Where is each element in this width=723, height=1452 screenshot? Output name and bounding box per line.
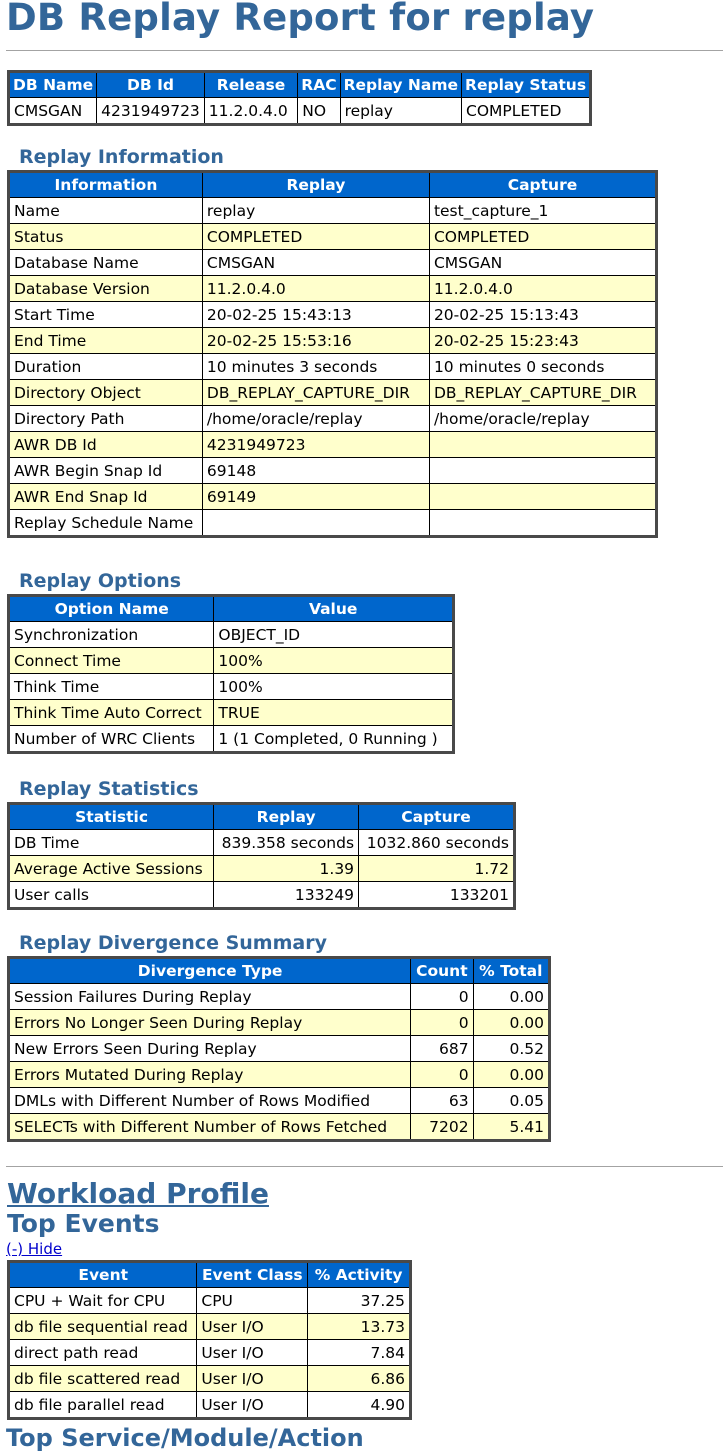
table-cell: 11.2.0.4.0 [202, 276, 429, 302]
table-row [9, 98, 591, 125]
column-header: Capture [359, 804, 515, 830]
column-header: Divergence Type [9, 958, 411, 984]
table-cell: User calls [9, 882, 214, 909]
replay-information-table [7, 170, 658, 538]
replay-options-heading: Replay Options [19, 570, 182, 592]
table-cell: Replay Schedule Name [9, 510, 203, 537]
table-cell: New Errors Seen During Replay [9, 1036, 411, 1062]
table-row [9, 984, 550, 1010]
table-cell: End Time [9, 328, 203, 354]
table-cell: SELECTs with Different Number of Rows Fetched [9, 1114, 411, 1141]
table-cell: NO [298, 98, 340, 125]
table-row [9, 250, 657, 276]
table-cell: User I/O [197, 1340, 308, 1366]
table-row [9, 1114, 550, 1141]
table-cell: 10 minutes 0 seconds [429, 354, 656, 380]
table-cell: 687 [411, 1036, 473, 1062]
column-header: % Activity [308, 1262, 411, 1288]
hide-toggle-link[interactable]: (-) Hide [6, 1240, 63, 1258]
table-cell: 0.05 [473, 1088, 549, 1114]
column-header: Replay [202, 172, 429, 198]
table-cell: 1.39 [214, 856, 359, 882]
column-header: Information [9, 172, 203, 198]
table-cell: 69148 [202, 458, 429, 484]
column-header: Event Class [197, 1262, 308, 1288]
column-header: DB Id [97, 72, 205, 98]
table-cell: /home/oracle/replay [202, 406, 429, 432]
table-cell: Think Time Auto Correct [9, 700, 214, 726]
table-cell: Think Time [9, 674, 214, 700]
table-row [9, 648, 454, 674]
column-header: Release [204, 72, 297, 98]
table-cell: DMLs with Different Number of Rows Modified [9, 1088, 411, 1114]
table-cell: 20-02-25 15:53:16 [202, 328, 429, 354]
table-row [9, 1366, 411, 1392]
table-cell: 11.2.0.4.0 [204, 98, 297, 125]
column-header: % Total [473, 958, 549, 984]
table-cell: db file scattered read [9, 1366, 197, 1392]
table-cell: 7202 [411, 1114, 473, 1141]
table-row [9, 276, 657, 302]
column-header: Replay [214, 804, 359, 830]
table-cell: 0 [411, 1010, 473, 1036]
table-row [9, 406, 657, 432]
table-row [9, 830, 515, 856]
column-header: DB Name [9, 72, 97, 98]
table-cell: Start Time [9, 302, 203, 328]
table-row [9, 302, 657, 328]
table-cell: 0 [411, 1062, 473, 1088]
table-cell: 100% [214, 674, 454, 700]
table-cell: 839.358 seconds [214, 830, 359, 856]
column-header: Value [214, 596, 454, 622]
table-cell: DB_REPLAY_CAPTURE_DIR [202, 380, 429, 406]
table-cell: CPU + Wait for CPU [9, 1288, 197, 1314]
column-header: RAC [298, 72, 340, 98]
table-cell: COMPLETED [202, 224, 429, 250]
table-cell: User I/O [197, 1314, 308, 1340]
table-cell: 1.72 [359, 856, 515, 882]
table-cell: CMSGAN [9, 98, 97, 125]
table-cell: db file sequential read [9, 1314, 197, 1340]
table-row [9, 1288, 411, 1314]
table-cell: 13.73 [308, 1314, 411, 1340]
divergence-summary-table [7, 956, 551, 1142]
table-cell: TRUE [214, 700, 454, 726]
page-title: DB Replay Report for replay [6, 0, 595, 39]
table-cell: 6.86 [308, 1366, 411, 1392]
table-row [9, 674, 454, 700]
table-cell: OBJECT_ID [214, 622, 454, 648]
table-cell: Number of WRC Clients [9, 726, 214, 753]
replay-statistics-heading: Replay Statistics [19, 778, 199, 800]
column-header: Statistic [9, 804, 214, 830]
table-row [9, 726, 454, 753]
table-cell: AWR DB Id [9, 432, 203, 458]
table-cell: Name [9, 198, 203, 224]
table-cell [429, 484, 656, 510]
table-cell: DB_REPLAY_CAPTURE_DIR [429, 380, 656, 406]
table-cell: Synchronization [9, 622, 214, 648]
table-cell: 20-02-25 15:43:13 [202, 302, 429, 328]
table-cell [429, 510, 656, 537]
table-cell: Database Name [9, 250, 203, 276]
table-cell: Session Failures During Replay [9, 984, 411, 1010]
table-cell: 1 (1 Completed, 0 Running ) [214, 726, 454, 753]
table-cell: User I/O [197, 1392, 308, 1419]
table-cell: 0.00 [473, 984, 549, 1010]
table-cell [202, 510, 429, 537]
table-row [9, 1088, 550, 1114]
title-divider [6, 50, 723, 51]
table-row [9, 198, 657, 224]
table-cell: DB Time [9, 830, 214, 856]
table-cell: 4231949723 [202, 432, 429, 458]
table-row [9, 484, 657, 510]
table-cell: AWR Begin Snap Id [9, 458, 203, 484]
table-cell: Status [9, 224, 203, 250]
replay-options-header-row [9, 596, 454, 622]
table-cell [429, 458, 656, 484]
replay-statistics-table [7, 802, 516, 910]
table-row [9, 380, 657, 406]
table-row [9, 1392, 411, 1419]
table-cell: Duration [9, 354, 203, 380]
db-summary-table [7, 70, 592, 126]
column-header: Replay Name [340, 72, 461, 98]
table-cell: User I/O [197, 1366, 308, 1392]
next-section-heading-partial: Top Service/Module/Action [6, 1424, 364, 1452]
table-cell: 4231949723 [97, 98, 205, 125]
workload-profile-heading[interactable]: Workload Profile [7, 1177, 269, 1210]
column-header: Count [411, 958, 473, 984]
table-cell: 1032.860 seconds [359, 830, 515, 856]
table-cell: COMPLETED [462, 98, 591, 125]
replay-options-table [7, 594, 455, 754]
table-cell: Average Active Sessions [9, 856, 214, 882]
table-cell: 7.84 [308, 1340, 411, 1366]
table-cell: Database Version [9, 276, 203, 302]
table-cell: 5.41 [473, 1114, 549, 1141]
table-cell: 100% [214, 648, 454, 674]
table-cell: Directory Object [9, 380, 203, 406]
table-cell: 0 [411, 984, 473, 1010]
column-header: Option Name [9, 596, 214, 622]
table-cell: 37.25 [308, 1288, 411, 1314]
replay-statistics-header-row [9, 804, 515, 830]
table-row [9, 510, 657, 537]
table-cell: replay [202, 198, 429, 224]
table-cell: 20-02-25 15:23:43 [429, 328, 656, 354]
table-cell: 69149 [202, 484, 429, 510]
column-header: Capture [429, 172, 656, 198]
table-cell: 10 minutes 3 seconds [202, 354, 429, 380]
table-row [9, 1010, 550, 1036]
column-header: Replay Status [462, 72, 591, 98]
table-row [9, 1062, 550, 1088]
table-cell: direct path read [9, 1340, 197, 1366]
section-divider [6, 1166, 723, 1167]
table-row [9, 700, 454, 726]
table-row [9, 224, 657, 250]
table-row [9, 882, 515, 909]
table-cell: 133249 [214, 882, 359, 909]
table-cell: 0.52 [473, 1036, 549, 1062]
table-row [9, 432, 657, 458]
table-cell: /home/oracle/replay [429, 406, 656, 432]
db-summary-header-row [9, 72, 591, 98]
table-cell: 0.00 [473, 1010, 549, 1036]
table-cell: Errors No Longer Seen During Replay [9, 1010, 411, 1036]
table-cell: AWR End Snap Id [9, 484, 203, 510]
table-cell [429, 432, 656, 458]
table-cell: CPU [197, 1288, 308, 1314]
table-row [9, 1314, 411, 1340]
top-events-heading: Top Events [7, 1209, 160, 1238]
table-cell: 11.2.0.4.0 [429, 276, 656, 302]
table-row [9, 354, 657, 380]
table-cell: Directory Path [9, 406, 203, 432]
table-cell: test_capture_1 [429, 198, 656, 224]
divergence-summary-header-row [9, 958, 550, 984]
table-cell: CMSGAN [429, 250, 656, 276]
table-cell: Connect Time [9, 648, 214, 674]
table-cell: replay [340, 98, 461, 125]
table-cell: 63 [411, 1088, 473, 1114]
table-cell: db file parallel read [9, 1392, 197, 1419]
table-cell: 4.90 [308, 1392, 411, 1419]
column-header: Event [9, 1262, 197, 1288]
top-events-table [7, 1260, 412, 1420]
table-cell: CMSGAN [202, 250, 429, 276]
table-row [9, 1036, 550, 1062]
table-row [9, 1340, 411, 1366]
divergence-summary-heading: Replay Divergence Summary [19, 932, 327, 954]
table-cell: Errors Mutated During Replay [9, 1062, 411, 1088]
table-cell: 0.00 [473, 1062, 549, 1088]
table-cell: 133201 [359, 882, 515, 909]
table-cell: COMPLETED [429, 224, 656, 250]
top-events-header-row [9, 1262, 411, 1288]
table-row [9, 458, 657, 484]
table-row [9, 622, 454, 648]
table-cell: 20-02-25 15:13:43 [429, 302, 656, 328]
replay-information-heading: Replay Information [19, 146, 224, 168]
table-row [9, 856, 515, 882]
replay-information-header-row [9, 172, 657, 198]
table-row [9, 328, 657, 354]
